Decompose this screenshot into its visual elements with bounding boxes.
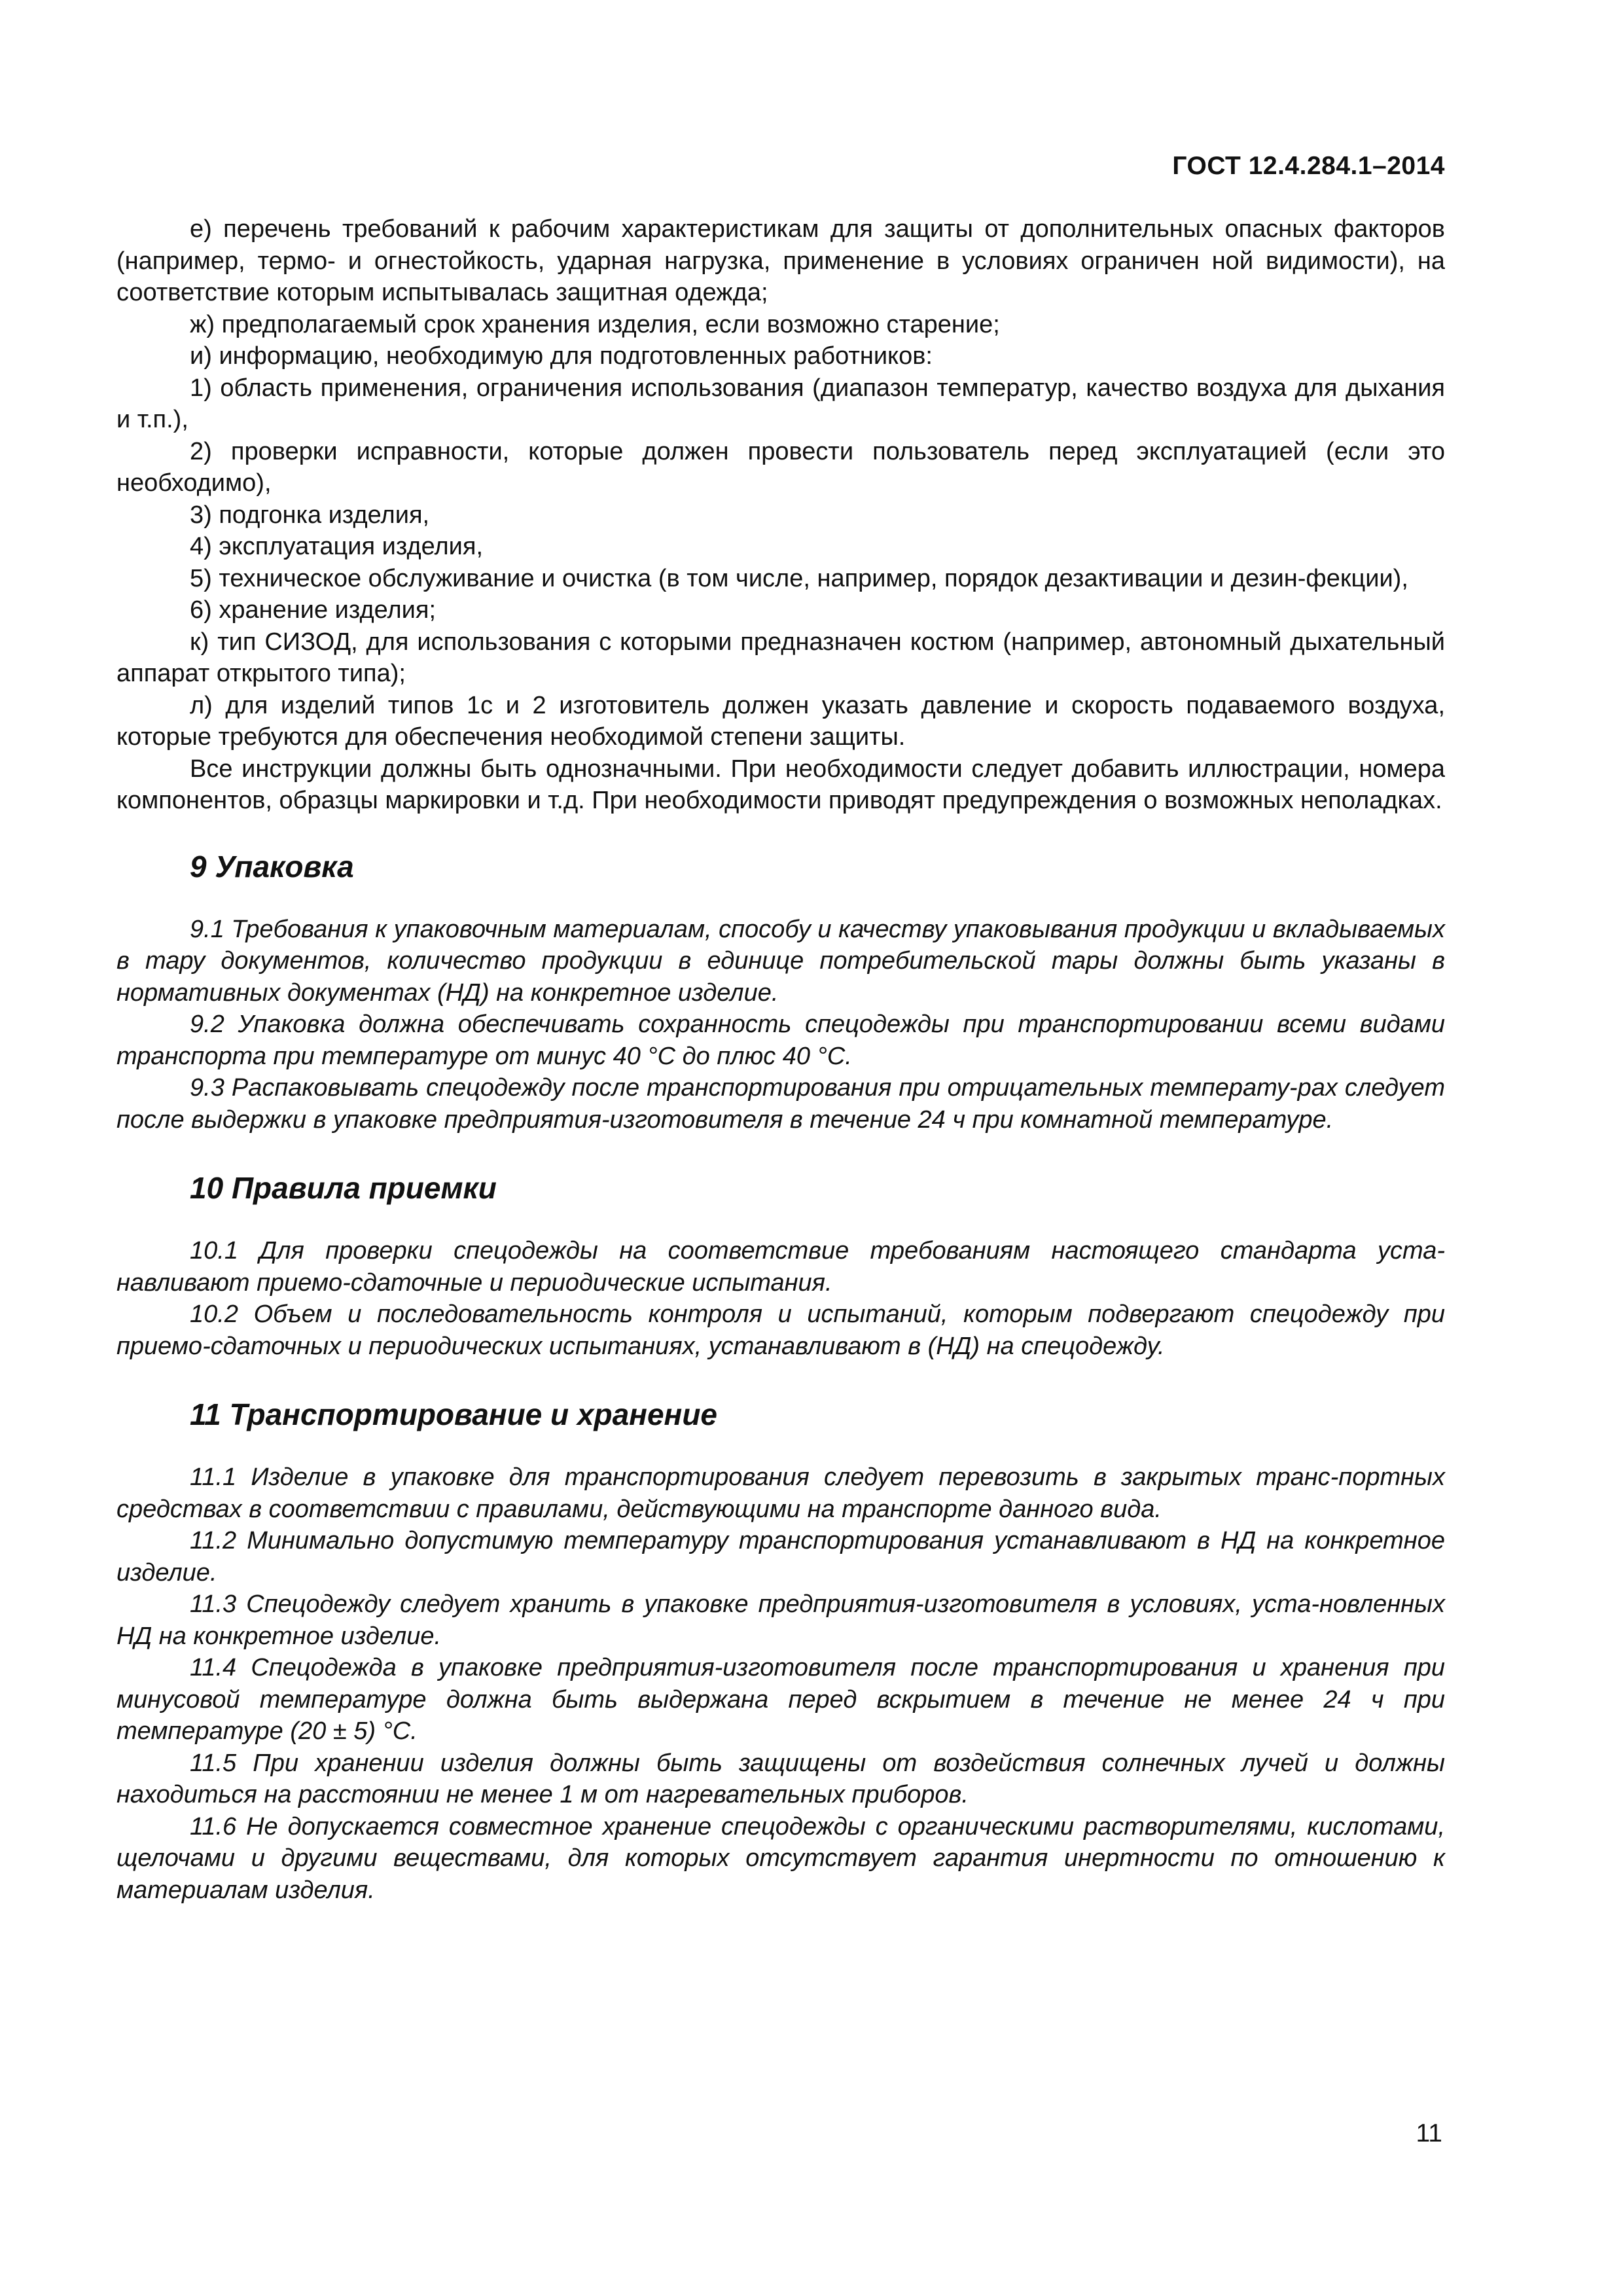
clause: 9.3 Распаковывать спецодежду после транспортирования при отрицательных температу-рах следует после выдержки в упаковке предприятия-изготовителя в течение 24 ч при комнатной температуре. (116, 1074, 1445, 1134)
list-item: к) тип СИЗОД, для использования с которыми предназначен костюм (например, автономный дыхательный аппарат открытого типа); (116, 628, 1445, 687)
clause: 9.1 Требования к упаковочным материалам, способу и качеству упаковывания продукции и вкладываемых в тару документов, количество продукции в единице потребительской тары должны быть указаны в нормативных документах (НД) на конкретное изделие. (116, 915, 1445, 1007)
clause: 10.1 Для проверки спецодежды на соответствие требованиям настоящего стандарта уста-навливают приемо-сдаточные и периодические испытания. (116, 1237, 1445, 1297)
list-item: и) информацию, необходимую для подготовленных работников: (190, 342, 933, 370)
clause: 11.1 Изделие в упаковке для транспортирования следует перевозить в закрытых транс-портных средствах в соответствии с правилами, действующими на транспорте данного вида. (116, 1463, 1445, 1523)
clause: 11.2 Минимально допустимую температуру транспортирования устанавливают в НД на конкретное изделие. (116, 1527, 1445, 1587)
clause: 11.5 При хранении изделия должны быть защищены от воздействия солнечных лучей и должны находиться на расстоянии не менее 1 м от нагревательных приборов. (116, 1749, 1445, 1808)
clause: 11.3 Спецодежду следует хранить в упаковке предприятия-изготовителя в условиях, уста-новленных НД на конкретное изделие. (116, 1590, 1445, 1650)
section-heading-transport-storage: 11 Транспортирование и хранение (190, 1397, 718, 1431)
list-item: л) для изделий типов 1с и 2 изготовитель должен указать давление и скорость подаваемого воздуха, которые требуются для обеспечения необходимой степени защиты. (116, 691, 1445, 751)
paragraph: Все инструкции должны быть однозначными. При необходимости следует добавить иллюстрации, номера компонентов, образцы маркировки и т.д. При необходимости приводят предупреждения о возможных неполадках. (116, 755, 1445, 814)
list-item: 5) техническое обслуживание и очистка (в том числе, например, порядок дезактивации и дезин-фекции), (190, 564, 1408, 592)
list-item: 3) подгонка изделия, (190, 501, 430, 529)
clause: 11.4 Спецодежда в упаковке предприятия-изготовителя после транспортирования и хранения при минусовой температуре должна быть выдержана перед вскрытием в течение не менее 24 ч при температуре (20 ± 5) °С. (116, 1654, 1445, 1745)
list-item: 6) хранение изделия; (190, 596, 437, 624)
list-item: 4) эксплуатация изделия, (190, 533, 484, 560)
section-heading-acceptance: 10 Правила приемки (190, 1171, 497, 1205)
page-number: 11 (1416, 2119, 1442, 2147)
clause: 9.2 Упаковка должна обеспечивать сохранность спецодежды при транспортировании всеми видами транспорта при температуре от минус 40 °С до плюс 40 °С. (116, 1011, 1445, 1070)
document-code-header: ГОСТ 12.4.284.1–2014 (1172, 152, 1445, 180)
document-page (116, 0, 1445, 2296)
document-body (116, 213, 1445, 1906)
list-item: 2) проверки исправности, которые должен провести пользователь перед эксплуатацией (если это необходимо), (116, 437, 1445, 497)
list-item: 1) область применения, ограничения использования (диапазон температур, качество воздуха для дыхания и т.п.), (116, 374, 1445, 433)
list-item: ж) предполагаемый срок хранения изделия, если возможно старение; (190, 310, 1000, 338)
clause: 11.6 Не допускается совместное хранение спецодежды с органическими растворителями, кислотами, щелочами и другими веществами, для которых отсутствует гарантия инертности по отношению к материалам изделия. (116, 1812, 1445, 1904)
section-heading-packaging: 9 Упаковка (190, 849, 354, 884)
clause: 10.2 Объем и последовательность контроля и испытаний, которым подвергают спецодежду при приемо-сдаточных и периодических испытаниях, устанавливают в (НД) на спецодежду. (116, 1300, 1445, 1360)
list-item: е) перечень требований к рабочим характеристикам для защиты от дополнительных опасных факторов (например, термо- и огнестойкость, ударная нагрузка, применение в условиях ограничен ной видимости), на соответствие которым испытывалась защитная одежда; (116, 215, 1445, 306)
